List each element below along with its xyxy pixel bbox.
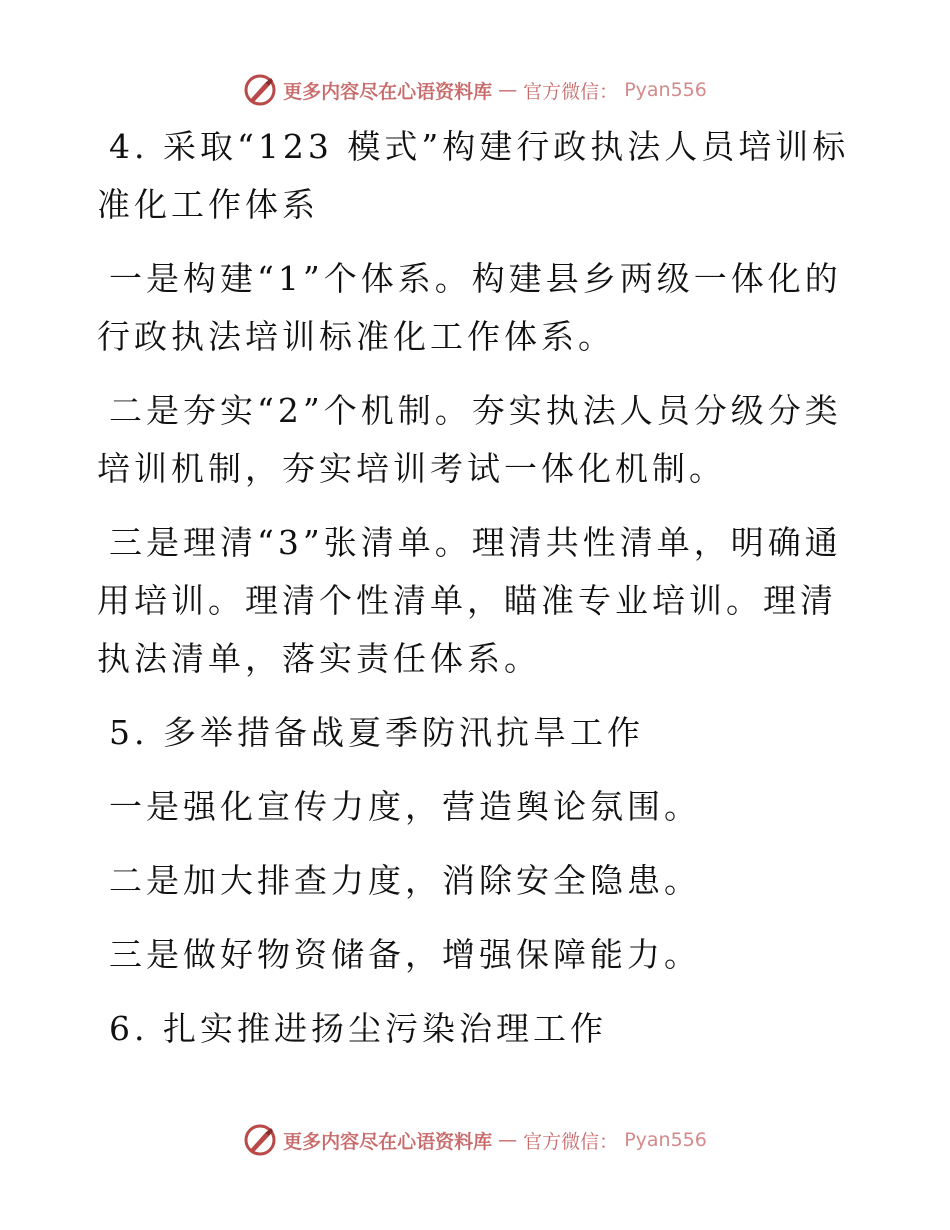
footer-watermark <box>0 1120 950 1160</box>
header-wechat-label: 官方微信： <box>523 80 619 103</box>
heading-item-6: 6. 扎实推进扬尘污染治理工作 <box>109 1009 607 1048</box>
header-wechat-id: Pyan556 <box>624 79 707 101</box>
paragraph-item-5-1: 一是强化宣传力度，营造舆论氛围。 <box>109 787 701 826</box>
header-site-name: 更多内容尽在心语资料库 <box>283 80 493 103</box>
paragraph-item-4-3: 三是理清“3”张清单。理清共性清单，明确通用培训。理清个性清单，瞄准专业培训。理清执法清单，落实责任体系。 <box>97 523 842 678</box>
footer-wechat-label: 官方微信： <box>523 1130 619 1153</box>
footer-wechat-id: Pyan556 <box>624 1129 707 1151</box>
paragraph-item-5-3: 三是做好物资储备，增强保障能力。 <box>109 935 701 974</box>
footer-site-name: 更多内容尽在心语资料库 <box>283 1130 493 1153</box>
heading-item-5: 5. 多举措备战夏季防汛抗旱工作 <box>109 713 644 752</box>
document-body <box>97 118 857 1074</box>
header-separator: — <box>498 79 518 101</box>
pen-logo-icon <box>243 1123 277 1157</box>
heading-item-4: 4. 采取“123 模式”构建行政执法人员培训标准化工作体系 <box>97 127 850 224</box>
paragraph-item-4-2: 二是夯实“2”个机制。夯实执法人员分级分类培训机制，夯实培训考试一体化机制。 <box>97 391 842 488</box>
header-watermark <box>0 70 950 110</box>
footer-separator: — <box>498 1129 518 1151</box>
paragraph-item-5-2: 二是加大排查力度，消除安全隐患。 <box>109 861 701 900</box>
paragraph-item-4-1: 一是构建“1”个体系。构建县乡两级一体化的行政执法培训标准化工作体系。 <box>97 259 842 356</box>
pen-logo-icon <box>243 73 277 107</box>
